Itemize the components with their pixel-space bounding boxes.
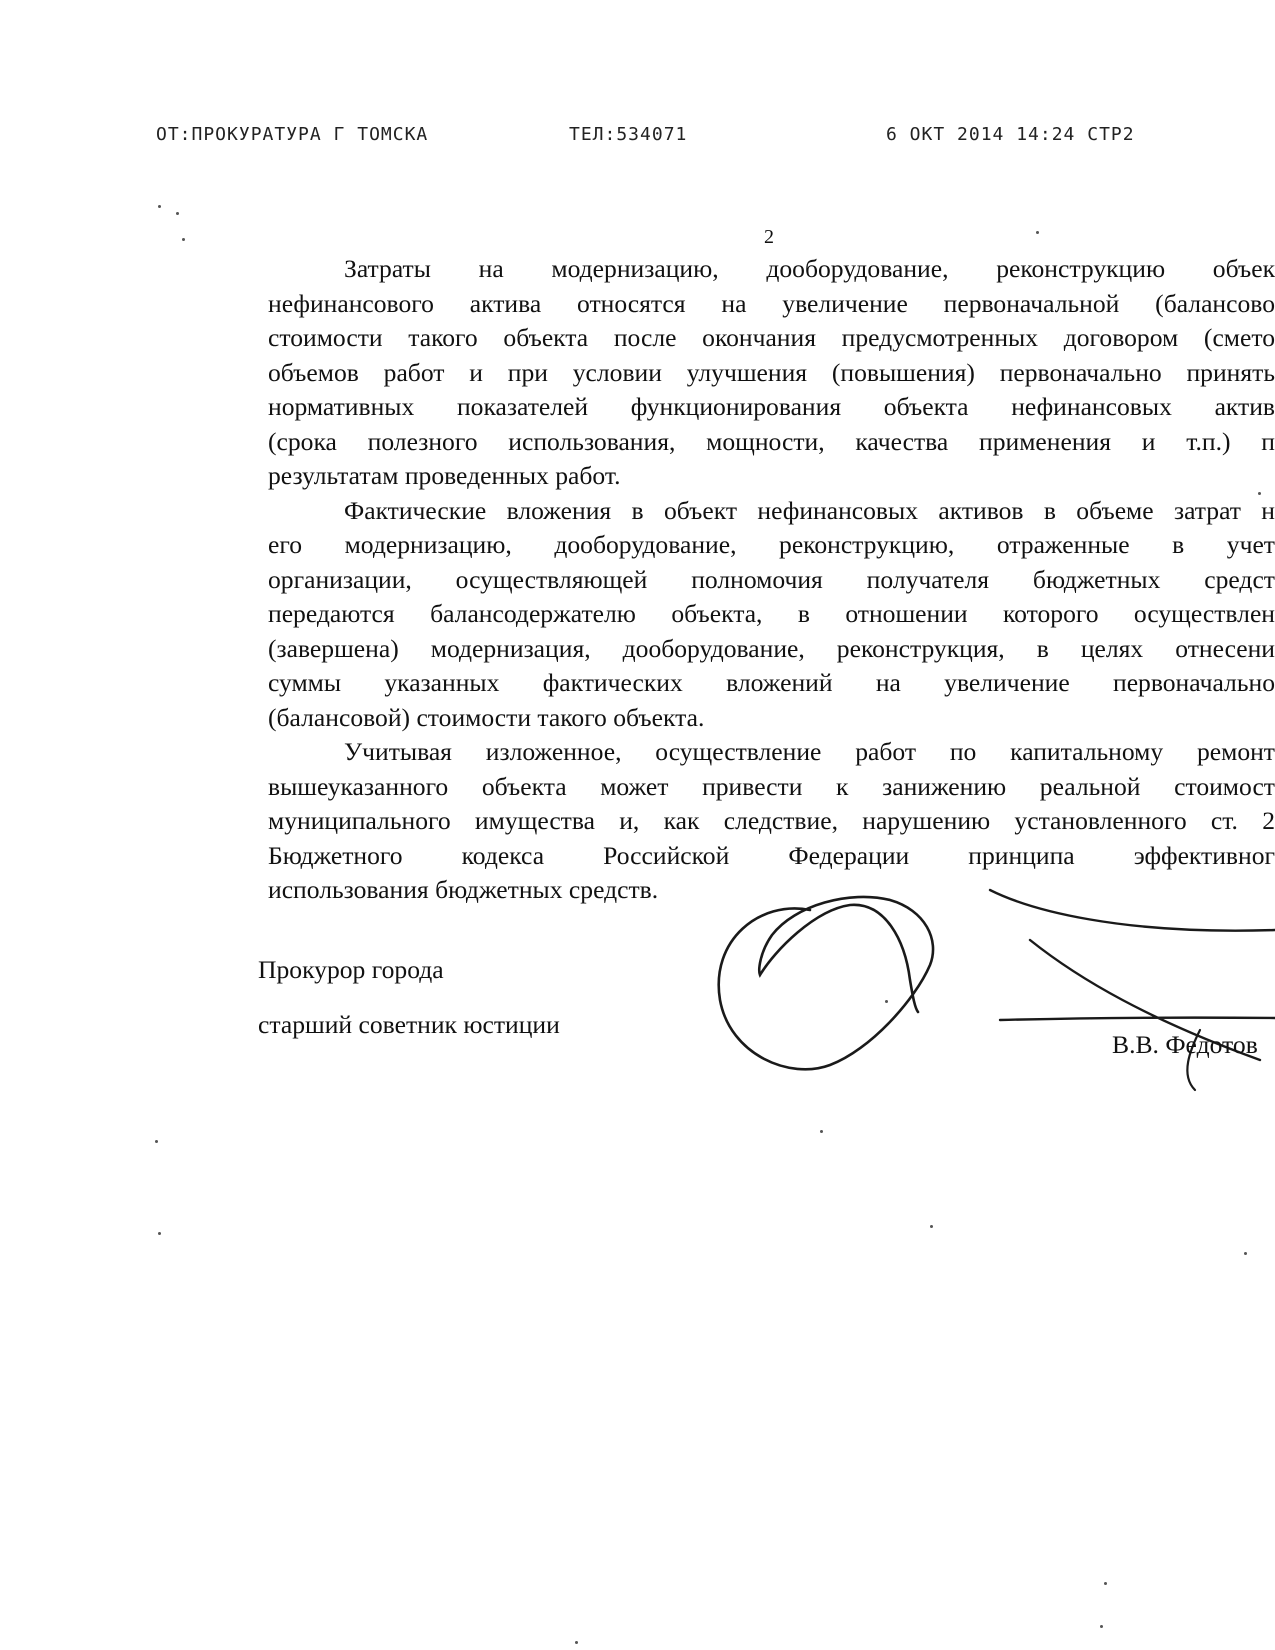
scan-speck	[158, 1232, 161, 1235]
scan-speck	[176, 212, 179, 215]
paragraph-line: вышеуказанного объекта может привести к занижению реальной стоимост	[268, 771, 1275, 801]
paragraph-line: нормативных показателей функционирования объекта нефинансовых актив	[268, 392, 1275, 421]
scan-speck	[930, 1225, 933, 1228]
scan-speck	[575, 1641, 578, 1644]
letter-body	[268, 252, 1275, 908]
paragraph-line: стоимости такого объекта после окончания предусмотренных договором (смето	[268, 323, 1275, 352]
paragraph-first-line: Затраты на модернизацию, дооборудование, реконструкцию объек	[344, 254, 1275, 283]
scan-speck	[1244, 1252, 1247, 1255]
fax-date-page: 6 ОКТ 2014 14:24 СТР2	[886, 124, 1135, 145]
scan-speck	[885, 1000, 888, 1003]
scan-speck	[182, 238, 185, 241]
paragraph-line: объемов работ и при условии улучшения (повышения) первоначально принять	[268, 357, 1275, 387]
scan-speck	[820, 1130, 823, 1133]
scan-speck	[155, 1140, 158, 1143]
paragraph-first-line: Учитывая изложенное, осуществление работ по капитальному ремонт	[344, 737, 1275, 766]
paragraph-line: (балансовой) стоимости такого объекта.	[268, 702, 705, 732]
paragraph-line: муниципального имущества и, как следствие, нарушению установленного ст. 2	[268, 806, 1275, 835]
scan-speck	[1258, 492, 1261, 495]
fax-sender: ОТ:ПРОКУРАТУРА Г ТОМСКА	[156, 124, 429, 145]
paragraph-line: организации, осуществляющей полномочия получателя бюджетных средст	[268, 564, 1275, 594]
paragraph-line: Бюджетного кодекса Российской Федерации принципа эффективног	[268, 840, 1275, 870]
signatory-name: В.В. Федотов	[1112, 1030, 1258, 1059]
page-number: 2	[764, 226, 774, 248]
paragraph-line: использования бюджетных средств.	[268, 875, 659, 904]
paragraph-line: его модернизацию, дооборудование, реконструкцию, отраженные в учет	[268, 530, 1275, 559]
paragraph-line: результатам проведенных работ.	[268, 461, 621, 490]
paragraph-line: (завершена) модернизация, дооборудование, реконструкция, в целях отнесени	[268, 633, 1275, 663]
paragraph-line: (срока полезного использования, мощности, качества применения и т.п.) п	[268, 426, 1275, 456]
signatory-title: Прокурор города	[258, 955, 444, 984]
scan-speck	[1104, 1582, 1107, 1585]
scan-speck	[158, 205, 161, 208]
paragraph-line: суммы указанных фактических вложений на увеличение первоначально	[268, 668, 1275, 697]
scan-speck	[1100, 1625, 1103, 1628]
signature-loop-stroke	[719, 897, 933, 1069]
paragraph-line: передаются балансодержателю объекта, в отношении которого осуществлен	[268, 599, 1275, 628]
fax-phone: ТЕЛ:534071	[569, 124, 688, 145]
paragraph-line: нефинансового актива относятся на увеличение первоначальной (балансово	[268, 288, 1275, 318]
signatory-rank: старший советник юстиции	[258, 1010, 560, 1039]
scan-speck	[1036, 231, 1039, 234]
fax-header	[156, 124, 1176, 154]
handwritten-signature	[700, 880, 1275, 1100]
paragraph-first-line: Фактические вложения в объект нефинансовых активов в объеме затрат н	[344, 495, 1275, 525]
